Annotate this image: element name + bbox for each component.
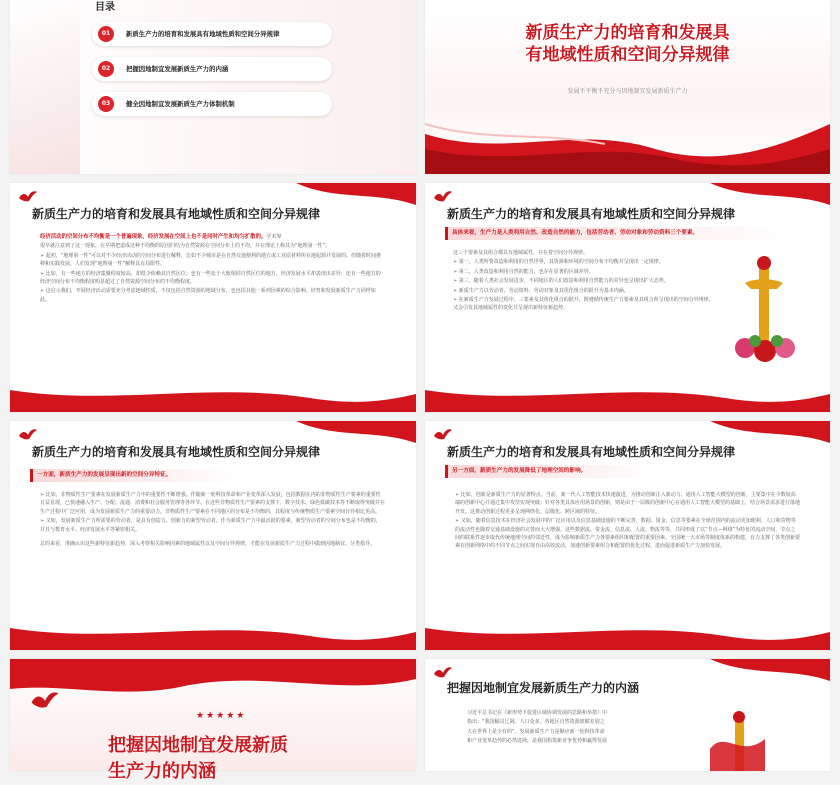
toc-item-label: 健全因地制宜发展新质生产力体制机制	[126, 100, 235, 108]
highlight-banner: 具体来看，生产力是人类利用自然、改造自然的能力，包括劳动者、劳动对象和劳动资料三个要素。	[445, 227, 792, 240]
paragraph: ➢ 这启示我们，开展经济活动需要充分考虑地域性质，不仅包括自然资源的地域分布，也包括其他一系列因素的综合影响。培育和发展新质生产力同样如此。	[40, 288, 376, 303]
toc-item-2[interactable]	[92, 57, 332, 81]
dove-icon	[433, 427, 453, 443]
toc-heading: 目录	[95, 2, 115, 13]
paragraph: 习近平总书记在《新形势下促进区域协调发展的思路和举措》中	[467, 710, 608, 716]
paragraph: 指出：“我国幅员辽阔、人口众多，各地区自然资源禀赋差别之	[467, 719, 605, 726]
paragraph: ➢ 又如，随着信息技术在经济社会发展中的广泛应用以及信息基础设施的不断完善，数据、资金、信息等要素在全球范围内的流动更加便利，人口和货物等的流动性也随着交通基础设施的完善而大大增强。这些数据流、资金流、信息流、人流、物流等等，共同形成了以“节点—网络”为特征的流动空间，节点之间的联系性逐步取代传统地理空间的邻近性，成为影响新质生产力各要素组织和配置的重要因素。全国统一大市场等制度体系的构建，有力支撑了各类创新要素在创新网络中的不同节点之间实现自由高效流动，加速创新要素组合和配置的优化过程，进而促进新质生产力加快发展。	[455, 518, 801, 550]
ornamental-pillar-illustration	[705, 709, 775, 771]
slide-toc[interactable]	[10, 0, 416, 174]
toc-item-label: 新质生产力的培育和发展具有地域性质和空间分异规律	[126, 30, 280, 38]
highlight-banner: 另一方面，新质生产力的发展降低了地理空间的影响。	[445, 465, 652, 478]
toc-item-3[interactable]	[92, 92, 332, 116]
dove-icon	[18, 427, 38, 443]
paragraph: ➢ 比如，有一些地方的经济集聚程度较高，却很少依赖其自然区位；也有一些处于大致相同自然区位的地方，经济发展水平却表现出差异；还有一些地方的经济空间分布不均衡程度明显超过了自然资源空间分布的不均衡程度。	[40, 270, 381, 286]
toc-number: 03	[98, 96, 114, 112]
paragraph: 总的来看，准确认识这些新特征新趋势，深入考察相关影响因素的地域属性以及空间分异规律，才能在发展新质生产力过程中做到因地制宜、分类指导。	[40, 541, 376, 548]
paragraph: ➢ 在新质生产力发展过程中，三要素及其优化组合的跃升，既遵循传统生产力要素及其组合所呈现出的空间分异规律，又会引发其地域属性的变化并呈现出新特征新趋势。	[453, 297, 714, 312]
red-ribbon-decoration	[10, 659, 416, 699]
slide-body	[453, 249, 715, 314]
paragraph: 和产业变革趋势的必然选择，是我国构筑新竞争优势和赢得发展	[467, 738, 608, 745]
slide-content-4[interactable]	[425, 421, 830, 650]
red-ribbon-decoration	[10, 614, 416, 650]
paragraph: ➢ 又如，发展新质生产力所需要的劳动者，是具有创造力、创新力的新型劳动者。作为新质生产力中最活跃的要素，新型劳动者的空间分布也是不均衡的，并且与教育水平、经济发展水平等紧密相关。	[40, 518, 381, 533]
slide-content-3[interactable]	[10, 421, 416, 650]
toc-number: 02	[98, 61, 114, 77]
highlight-banner: 一方面，新质生产力的发展呈现出新的空间分异特征。	[30, 469, 237, 482]
dove-icon	[30, 689, 60, 713]
slide-content-1[interactable]	[10, 183, 416, 412]
slide-body	[40, 491, 385, 549]
paragraph: 很早就注意到了这一现象，在早期把造成这种不均衡的原因归结为自然资源在空间分布上的不均，并在理论上称其为“地理第一性”。	[40, 243, 331, 250]
slide-body	[40, 233, 385, 305]
slide-title: 把握因地制宜发展新质生产力的内涵	[447, 681, 640, 695]
cover-subtitle: 发展不平衡不充分与因地制宜发展新质生产力	[567, 88, 688, 95]
toc-decoration	[10, 0, 80, 174]
red-ribbon-decoration	[10, 376, 416, 412]
cover-title	[425, 22, 830, 66]
ornamental-pillar-illustration	[725, 253, 805, 363]
slide-title: 新质生产力的培育和发展具有地域性质和空间分异规律	[32, 445, 321, 459]
slide-section-cover[interactable]	[10, 659, 416, 782]
dove-icon	[18, 189, 38, 205]
lead-tail: 学术界	[266, 234, 282, 240]
section-title-line-1: 把握因地制宜发展新质	[108, 735, 288, 756]
paragraph: ➢ 新质生产力以劳动者、劳动资料、劳动对象及其优化组合的跃升为基本内涵。	[453, 287, 629, 294]
cover-title-line-2: 有地域性质和空间分异规律	[525, 45, 730, 65]
red-ribbon-decoration	[425, 614, 830, 650]
slide-content-5[interactable]	[425, 659, 830, 771]
toc-number: 01	[98, 26, 114, 42]
paragraph: ➢ 第一，人类所要改造和利用的自然世界，其资源和环境的空间分布不均衡并呈现出一定规律。	[453, 259, 664, 266]
paragraph: ➢ 起初，“地理第一性”可以对不少经济活动的空间分布进行解释，比如不少城市是在自然交通便利的地方或工业原材料所在地起源并发展的。但随着时间推移和实践发展，人们发现“地理第一性”解释具有局限性。	[40, 252, 381, 268]
section-title-line-2: 生产力的内涵	[108, 761, 216, 782]
paragraph: ➢ 第二，人类改造和利用自然的能力，也存在显著的区域差异。	[453, 268, 594, 275]
slide-title: 新质生产力的培育和发展具有地域性质和空间分异规律	[447, 207, 736, 221]
toc-item-label: 把握因地制宜发展新质生产力的内涵	[126, 65, 229, 73]
toc-item-1[interactable]	[92, 22, 332, 46]
lead-sentence: 经济活动的空间分布不均衡是一个普遍现象，经济发展在空间上也不是同时产生和均匀扩散的。	[40, 234, 267, 240]
paragraph: ➢ 第三，随着人类社会发展进步，不同地区的人们改造和利用自然能力的差异也呈现出扩大态势。	[453, 278, 669, 285]
slide-body	[455, 491, 800, 552]
dove-icon	[433, 189, 453, 205]
red-ribbon-decoration	[425, 104, 830, 174]
paragraph: 这三个要素及其组合都具有地域属性，存在着空间分异规律。	[453, 250, 589, 256]
paragraph: ➢ 比如，非物质性生产要素在发展新质生产力中的重要性不断增强。伴随新一轮科技革命和产业变革深入发展，包括数据在内的非物质性生产要素的重要性日益显现，已快速融入生产、分配、流通、消费和社会服务管理等各环节。在这些非物质性生产要素的支撑下，数字技术、绿色低碳技术等不断取得突破并在生产过程中广泛应用，成为发展新质生产力的重要动力。非物质性生产要素在不同地区的分布是不均衡的，其程度与传统物质生产要素空间分异相比更高。	[40, 492, 386, 515]
red-ribbon-decoration	[425, 376, 830, 412]
slide-cover[interactable]	[425, 0, 830, 174]
slide-title: 新质生产力的培育和发展具有地域性质和空间分异规律	[32, 207, 321, 221]
slide-content-2[interactable]	[425, 183, 830, 412]
paragraph: ➢ 比如，创新是新质生产力的显著特点。当前，新一代人工智能技术快速演进，为推动创新注入新动力。通用人工智能大模型的创新，主要集中在少数较高端的创新中心并通过集中攻坚实现突破；针对各类具体应用场景的创新，则是由于一层级的创新中心在通用人工智能大模型的基础上，结合场景需求进行落地开发。这推动创新过程更多呈现网络化、层级化、跨区域的特征。	[455, 492, 801, 515]
red-ribbon-decoration	[690, 659, 830, 695]
star-row-icon: ★★★★★	[196, 711, 247, 721]
paragraph: 大在世界上是少有的”。发展新质生产力是顺应新一轮科技革命	[467, 728, 605, 735]
section-title	[108, 733, 288, 785]
slide-body	[467, 709, 687, 747]
slide-title: 新质生产力的培育和发展具有地域性质和空间分异规律	[447, 445, 736, 459]
cover-title-line-1: 新质生产力的培育和发展具	[525, 23, 730, 43]
